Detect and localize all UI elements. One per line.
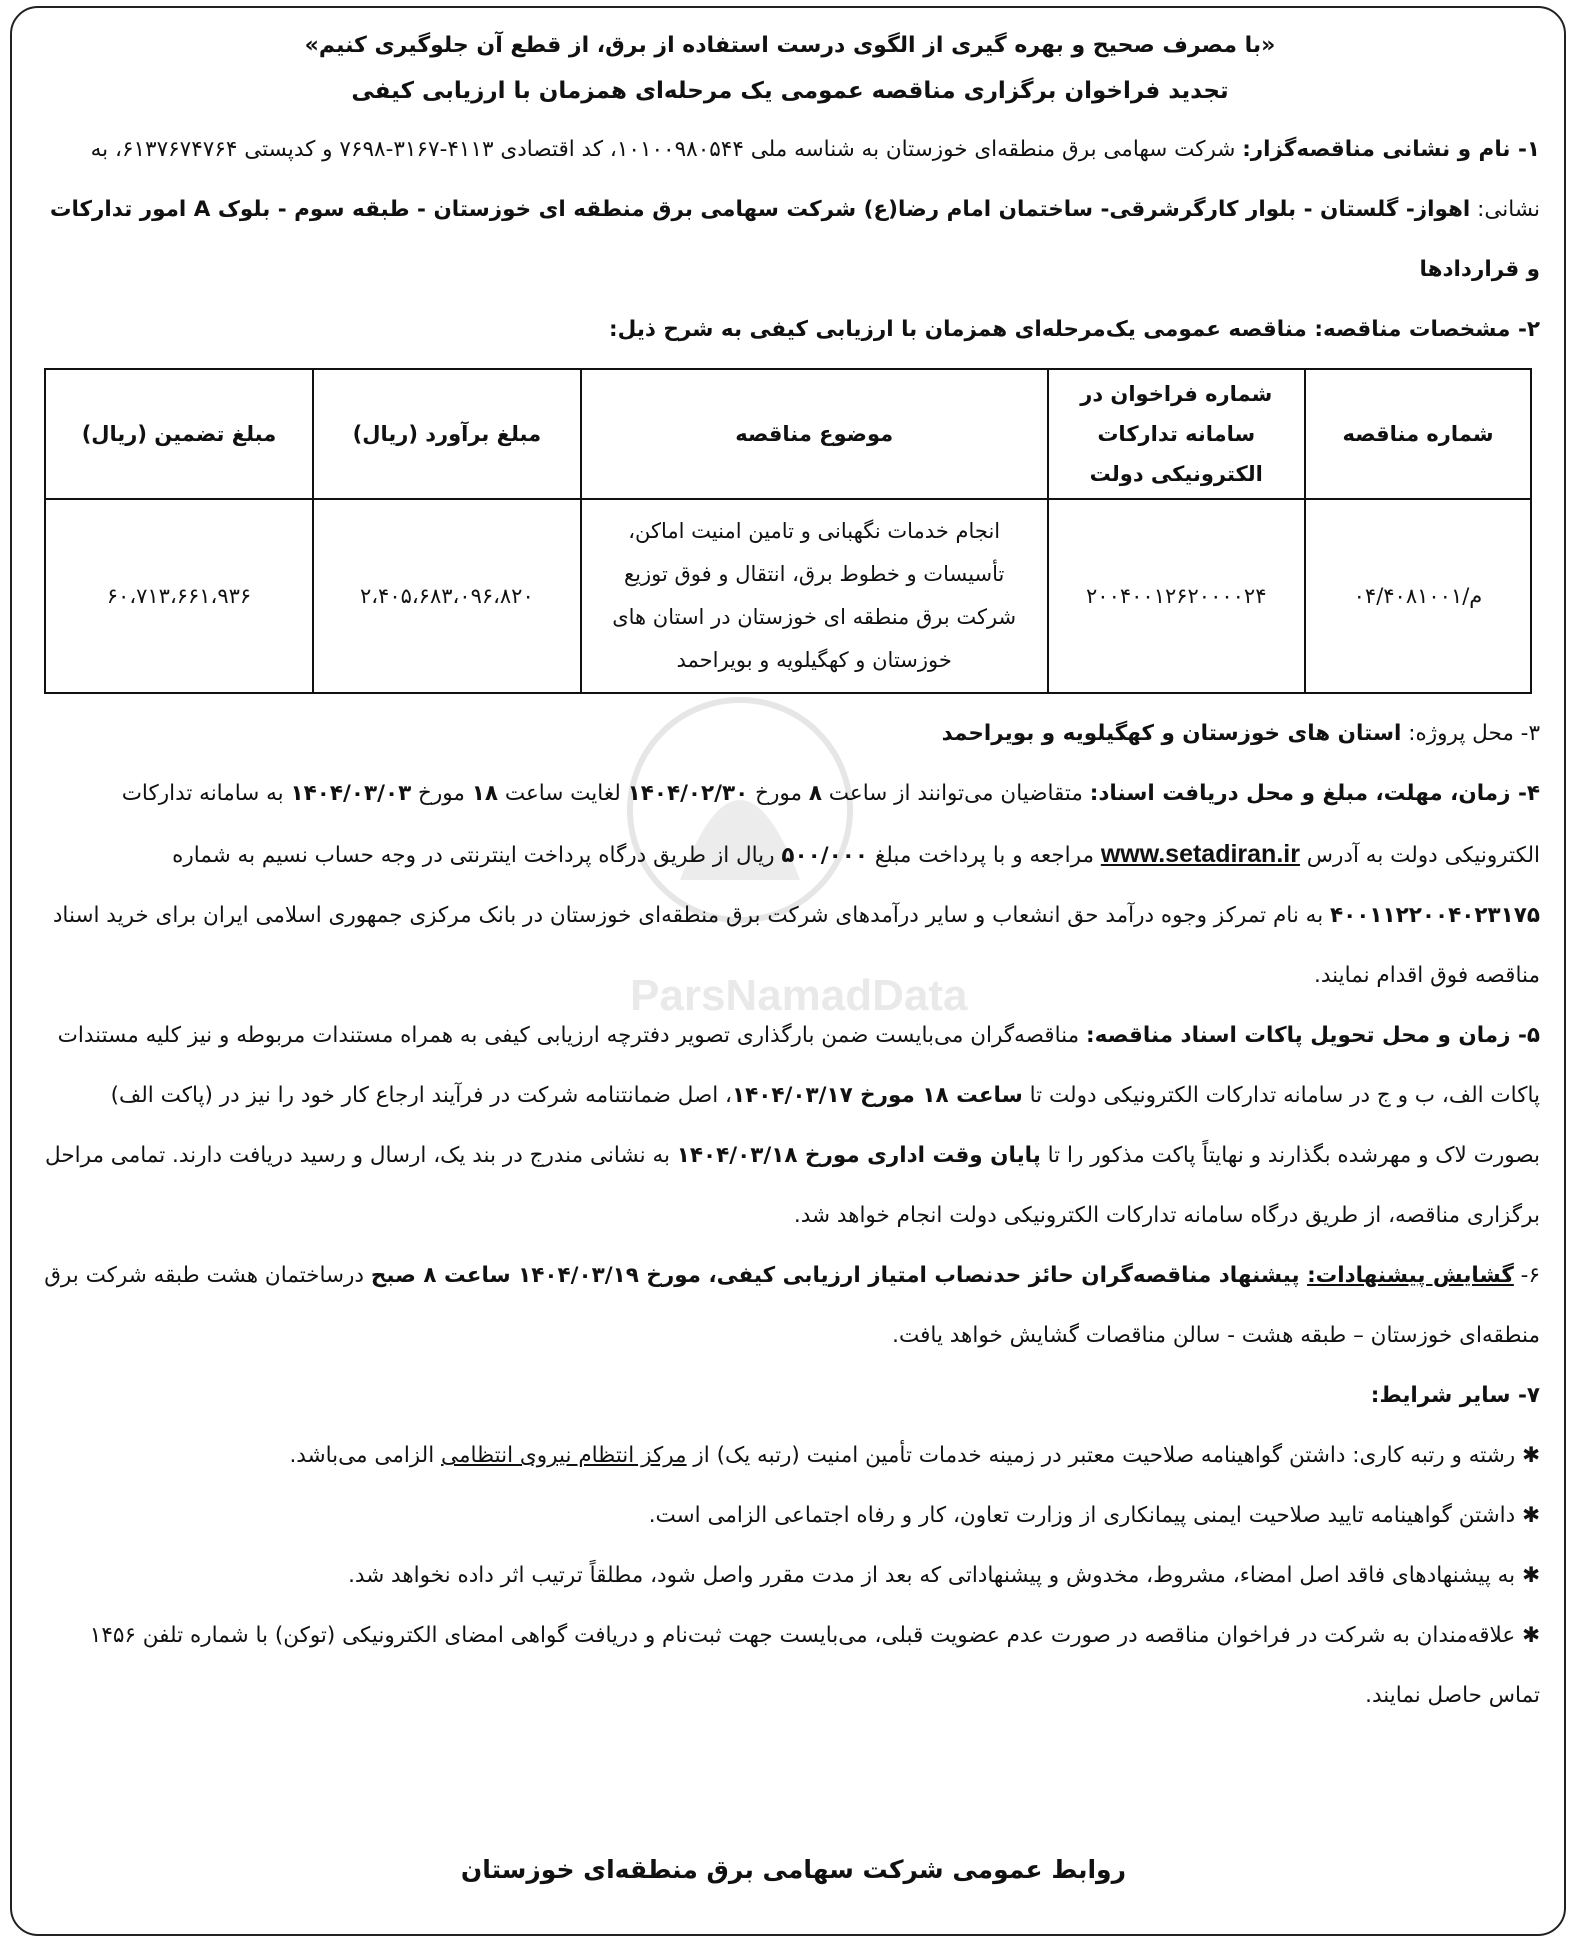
section-6 (40, 1246, 1540, 1366)
section-6-label: گشایش پیشنهادات: (1307, 1263, 1514, 1288)
section-4-hour-start: ۸ (808, 781, 822, 806)
section-2 (40, 300, 1540, 360)
header-estimate: مبلغ برآورد (ریال) (313, 369, 581, 499)
section-4-text: مورخ (748, 781, 809, 806)
section-6-opening-time: پیشنهاد مناقصه‌گران حائز حدنصاب امتیاز ارزیابی کیفی، مورخ ۱۴۰۴/۰۳/۱۹ ساعت ۸ صبح (370, 1263, 1308, 1288)
section-1-label: ۱- نام و نشانی مناقصه‌گزار: (1242, 137, 1540, 162)
condition-text: الزامی می‌باشد. (289, 1443, 442, 1468)
section-4 (40, 764, 1540, 1006)
section-5-label: ۵- زمان و محل تحویل پاکات اسناد مناقصه: (1085, 1023, 1540, 1048)
cell-guarantee: ۶۰،۷۱۳،۶۶۱،۹۳۶ (45, 499, 313, 693)
condition-text: ✱ رشته و رتبه کاری: داشتن گواهینامه صلاحیت معتبر در زمینه خدمات تأمین امنیت (رتبه یک) از (686, 1443, 1540, 1468)
tender-notice (40, 24, 1540, 1726)
condition-item: ✱ داشتن گواهینامه تایید صلاحیت ایمنی پیمانکاری از وزارت تعاون، کار و رفاه اجتماعی الزامی است. (648, 1503, 1540, 1528)
section-3-label: ۳- محل پروژه: (1401, 721, 1540, 746)
section-4-hour-end: ۱۸ (471, 781, 498, 806)
section-2-text: مناقصه عمومی یک‌مرحله‌ای همزمان با ارزیابی کیفی به شرح ذیل: (609, 317, 1315, 342)
cell-setad-number: ۲۰۰۴۰۰۱۲۶۲۰۰۰۰۲۴ (1048, 499, 1305, 693)
cell-estimate: ۲،۴۰۵،۶۸۳،۰۹۶،۸۲۰ (313, 499, 581, 693)
section-3-text: استان های خوزستان و کهگیلویه و بویراحمد (941, 721, 1402, 746)
section-4-text: مراجعه و با پرداخت مبلغ (867, 843, 1101, 868)
setad-website-link[interactable]: www.setadiran.ir (1100, 840, 1300, 868)
section-5-delivery-deadline: پایان وقت اداری مورخ ۱۴۰۴/۰۳/۱۸ (676, 1143, 1041, 1168)
condition-item: ✱ علاقه‌مندان به شرکت در فراخوان مناقصه در صورت عدم عضویت قبلی، می‌بایست جهت ثبت‌نام و دریافت گواهی امضای الکترونیکی (توکن) با شماره تلفن ۱۴۵۶ تماس حاصل نمایند. (89, 1623, 1540, 1708)
section-4-text: لغایت ساعت (498, 781, 628, 806)
section-5-text: به نشانی مندرج در بند یک، ارسال و رسید دریافت دارند. تمامی مراحل برگزاری مناقصه، از طریق درگاه سامانه تدارکات الکترونیکی دولت انجام خواهد شد. (45, 1143, 1540, 1228)
section-2-label: ۲- مشخصات مناقصه: (1314, 317, 1540, 342)
section-1-address: اهواز- گلستان - بلوار کارگرشرقی- ساختمان امام رضا(ع) شرکت سهامی برق منطقه ای خوزستان - طبقه سوم - بلوک A امور تدارکات و قراردادها (49, 197, 1540, 282)
section-6-text: درساختمان هشت طبقه شرکت برق منطقه‌ای خوزستان – طبقه هشت - سالن مناقصات گشایش خواهد یافت. (44, 1263, 1540, 1348)
tender-table (44, 368, 1532, 694)
section-5-text: ، اصل ضمانتنامه شرکت در فرآیند ارجاع کار خود را نیز در (پاکت الف) بصورت لاک و مهرشده بگذارند و نهایتاً پاکت مذکور را تا (110, 1083, 1540, 1168)
section-1-text: شرکت سهامی برق منطقه‌ای خوزستان به شناسه ملی ۱۰۱۰۰۹۸۰۵۴۴، کد اقتصادی ۴۱۱۳-۳۱۶۷-۷۶۹۸ و کدپستی ۶۱۳۷۶۷۴۷۶۴، به نشانی: (90, 137, 1540, 222)
header-setad-number: شماره فراخوان در سامانه تدارکات الکترونیکی دولت (1048, 369, 1305, 499)
table-row (45, 499, 1531, 693)
notice-title: تجدید فراخوان برگزاری مناقصه عمومی یک مرحله‌ای همزمان با ارزیابی کیفی (351, 78, 1229, 104)
table-header-row (45, 369, 1531, 499)
section-4-text: مورخ (411, 781, 472, 806)
slogan: «با مصرف صحیح و بهره گیری از الگوی درست استفاده از برق، از قطع آن جلوگیری کنیم» (304, 33, 1276, 58)
section-6-number: ۶- (1513, 1263, 1540, 1288)
section-5-text: مناقصه‌گران می‌بایست ضمن بارگذاری تصویر دفترچه ارزیابی کیفی به همراه مستندات مربوطه و نیز کلیه مستندات پاکات الف، ب و ج در سامانه تدارکات الکترونیکی دولت تا (57, 1023, 1540, 1108)
cell-tender-number: م/۰۴/۴۰۸۱۰۰۱ (1305, 499, 1531, 693)
section-4-date-start: ۱۴۰۴/۰۲/۳۰ (627, 781, 749, 806)
header-tender-number: شماره مناقصه (1305, 369, 1531, 499)
section-5 (40, 1006, 1540, 1246)
section-4-account: ۴۰۰۱۱۲۲۰۰۴۰۲۳۱۷۵ (1330, 903, 1540, 928)
section-3 (40, 704, 1540, 764)
section-7-label: ۷- سایر شرایط: (1370, 1383, 1540, 1408)
condition-item: ✱ به پیشنهادهای فاقد اصل امضاء، مشروط، مخدوش و پیشنهاداتی که بعد از مدت مقرر واصل شود، مطلقاً ترتیب اثر داده نخواهد شد. (348, 1563, 1540, 1588)
svg-text:ParsNamadData: ParsNamadData (630, 971, 968, 1020)
section-5-deadline: ساعت ۱۸ مورخ ۱۴۰۴/۰۳/۱۷ (732, 1083, 1023, 1108)
condition-item (40, 1426, 1540, 1486)
section-4-text: ریال از طریق درگاه پرداخت اینترنتی در وجه حساب نسیم به شماره (172, 843, 782, 868)
section-4-fee: ۵۰۰/۰۰۰ (781, 843, 868, 868)
section-1 (40, 120, 1540, 300)
section-4-date-end: ۱۴۰۴/۰۳/۰۳ (290, 781, 412, 806)
condition-authority: مرکز انتظام نیروی انتظامی (441, 1443, 687, 1468)
header-subject: موضوع مناقصه (581, 369, 1048, 499)
section-4-text: متقاضیان می‌توانند از ساعت (821, 781, 1090, 806)
section-4-label: ۴- زمان، مهلت، مبلغ و محل دریافت اسناد: (1089, 781, 1540, 806)
section-4-text: به سامانه تدارکات الکترونیکی دولت به آدرس (121, 781, 1540, 868)
signature: روابط عمومی شرکت سهامی برق منطقه‌ای خوزستان (460, 1855, 1126, 1884)
section-4-text: به نام تمرکز وجوه درآمد حق انشعاب و سایر درآمدهای شرکت برق منطقه‌ای خوزستان در بانک مرکزی جمهوری اسلامی ایران برای خرید اسناد مناقصه فوق اقدام نمایند. (52, 903, 1540, 988)
cell-subject: انجام خدمات نگهبانی و تامین امنیت اماکن، تأسیسات و خطوط برق، انتقال و فوق توزیع شرکت برق منطقه ای خوزستان در استان های خوزستان و کهگیلویه و بویراحمد (581, 499, 1048, 693)
header-guarantee: مبلغ تضمین (ریال) (45, 369, 313, 499)
